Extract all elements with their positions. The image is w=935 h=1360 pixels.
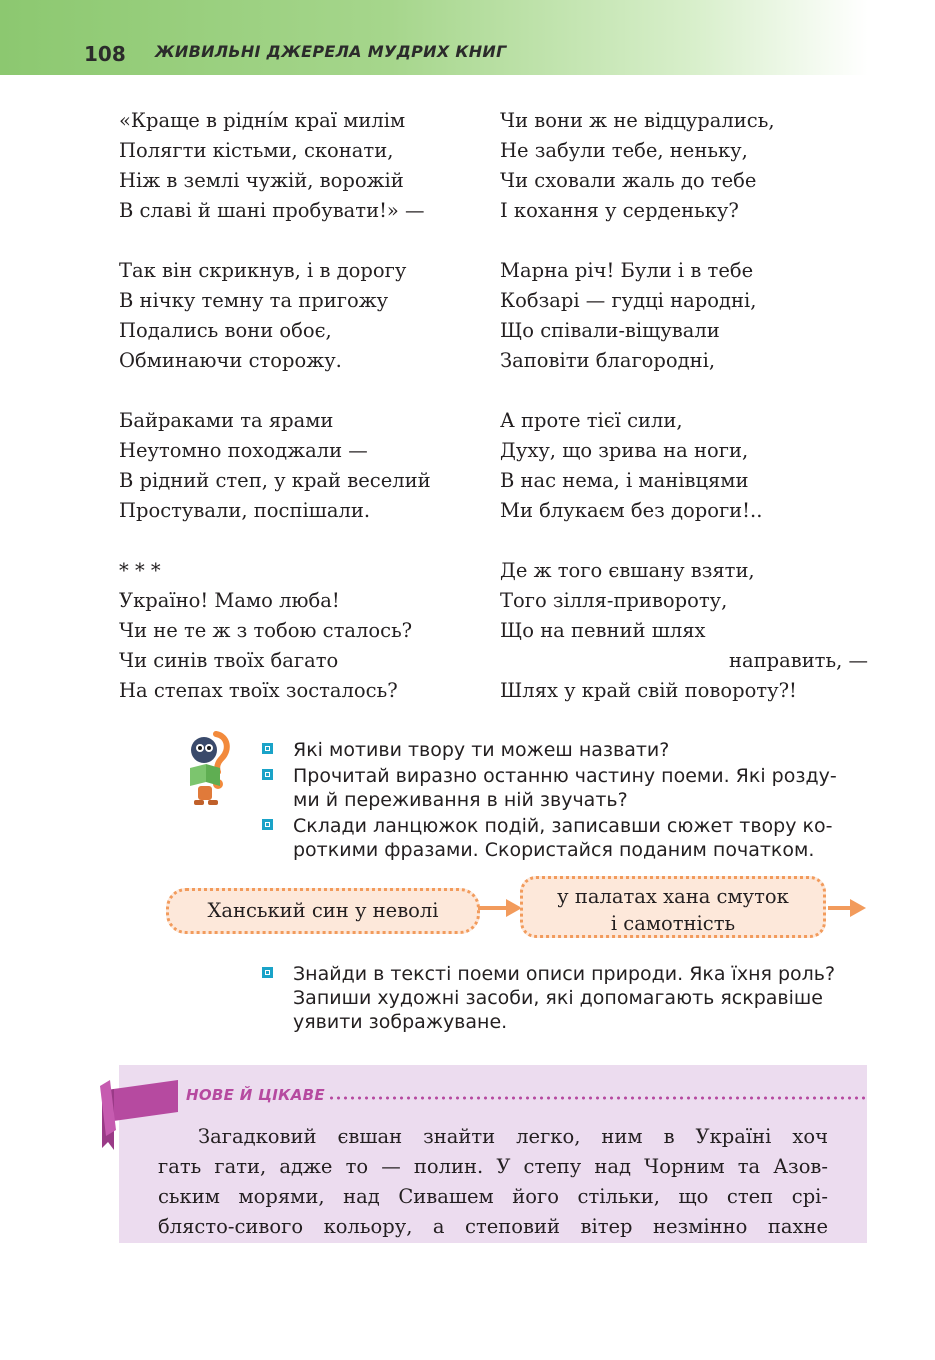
question-text: Запиши художні засоби, які допомагають яскравіше xyxy=(293,987,823,1009)
poem-line: Чи синів твоїх багато xyxy=(119,649,339,672)
poem-line: Так він скрикнув, і в дорогу xyxy=(119,259,407,282)
poem-stanza xyxy=(500,556,868,706)
dotted-divider xyxy=(328,1096,866,1100)
question-text: ми й переживання в ній звучать? xyxy=(293,789,628,811)
info-line: блясто-сивого кольору, а степовий вітер незмінно пахне xyxy=(158,1215,828,1238)
poem-line: Духу, що зрива на ноги, xyxy=(500,439,749,462)
poem-line: Не забули тебе, неньку, xyxy=(500,139,748,162)
info-line: гать гати, адже то — полин. У степу над Чорним та Азов- xyxy=(158,1155,828,1178)
section-title: ЖИВИЛЬНІ ДЖЕРЕЛА МУДРИХ КНИГ xyxy=(155,42,507,61)
question-text: Склади ланцюжок подій, записавши сюжет твору ко- xyxy=(293,815,833,837)
chain-box-second xyxy=(520,876,826,938)
poem-line: Що на певний шлях xyxy=(500,619,706,642)
poem-line: В рідний степ, у край веселий xyxy=(119,469,431,492)
question-text: роткими фразами. Скористайся поданим початком. xyxy=(293,839,815,861)
info-text xyxy=(158,1122,828,1242)
poem-line: В славі й шані пробувати!» — xyxy=(119,199,425,222)
question-text: уявити зображуване. xyxy=(293,1011,508,1033)
arrow-right-icon xyxy=(826,896,868,920)
question-text: Прочитай виразно останню частину поеми. Які розду- xyxy=(293,765,837,787)
square-bullet-icon xyxy=(262,819,273,830)
poem-line: Чи не те ж з тобою сталось? xyxy=(119,619,413,642)
poem-line: Кобзарі — гудці народні, xyxy=(500,289,757,312)
event-chain xyxy=(0,876,935,946)
poem-stanza xyxy=(119,406,489,526)
poem-line: Ми блукаєм без дороги!.. xyxy=(500,499,763,522)
poem-line: Шлях у край свій повороту?! xyxy=(500,679,797,702)
poem-left-column xyxy=(119,106,489,736)
poem-line: Марна річ! Були і в тебе xyxy=(500,259,754,282)
poem-line: Подались вони обоє, xyxy=(119,319,332,342)
poem-line: А проте тієї сили, xyxy=(500,409,683,432)
chain-box-line: у палатах хана смуток xyxy=(557,885,789,908)
poem-stanza xyxy=(500,256,868,376)
question-item xyxy=(262,814,872,862)
info-line: ським морями, над Сивашем його стільки, що степ срі- xyxy=(158,1185,828,1208)
poem-line: Чи вони ж не відцурались, xyxy=(500,109,775,132)
poem-line: Того зілля-привороту, xyxy=(500,589,728,612)
poem-stanza xyxy=(119,556,489,706)
poem-line: Україно! Мамо люба! xyxy=(119,589,340,612)
arrow-right-icon xyxy=(476,896,524,920)
poem-stanza xyxy=(500,106,868,226)
question-text: Які мотиви твору ти можеш назвати? xyxy=(293,739,670,761)
page-number: 108 xyxy=(84,42,126,66)
poem-line: Обминаючи сторожу. xyxy=(119,349,342,372)
poem-line: Ніж в землі чужій, ворожій xyxy=(119,169,404,192)
chain-box-line: і самотність xyxy=(610,912,736,935)
poem-line: Неутомно походжали — xyxy=(119,439,368,462)
questions-list xyxy=(262,738,872,864)
question-item xyxy=(262,962,872,1034)
poem-line: Простували, поспішали. xyxy=(119,499,371,522)
question-item xyxy=(262,738,872,762)
poem-line: В нічку темну та пригожу xyxy=(119,289,389,312)
questions-list xyxy=(262,962,872,1036)
poem-line: «Краще в рідні́м краї милім xyxy=(119,109,406,132)
info-title: НОВЕ Й ЦІКАВЕ xyxy=(186,1086,325,1104)
square-bullet-icon xyxy=(262,769,273,780)
poem-line: В нас нема, і манівцями xyxy=(500,469,749,492)
poem-stanza xyxy=(119,106,489,226)
poem-line: Де ж того євшану взяти, xyxy=(500,559,755,582)
poem-line: Що співали-віщували xyxy=(500,319,720,342)
poem-line: Байраками та ярами xyxy=(119,409,334,432)
question-item xyxy=(262,764,872,812)
chain-box-first: Ханський син у неволі xyxy=(166,888,480,934)
section-divider: * * * xyxy=(119,559,161,582)
poem-line: Полягти кістьми, сконати, xyxy=(119,139,394,162)
poem-line: На степах твоїх зосталось? xyxy=(119,679,398,702)
info-line: Загадковий євшан знайти легко, ним в Україні хоч xyxy=(198,1125,828,1148)
poem-line: Чи сховали жаль до тебе xyxy=(500,169,757,192)
poem-line: Заповіти благородні, xyxy=(500,349,716,372)
poem-line: направить, — xyxy=(728,649,868,672)
poem-stanza xyxy=(119,256,489,376)
square-bullet-icon xyxy=(262,967,273,978)
poem-right-column xyxy=(500,106,868,736)
page-header xyxy=(0,0,868,75)
poem-line: І кохання у серденьку? xyxy=(500,199,739,222)
reading-mascot-icon xyxy=(176,728,236,808)
square-bullet-icon xyxy=(262,743,273,754)
poem-stanza xyxy=(500,406,868,526)
question-text: Знайди в тексті поеми описи природи. Яка їхня роль? xyxy=(293,963,836,985)
